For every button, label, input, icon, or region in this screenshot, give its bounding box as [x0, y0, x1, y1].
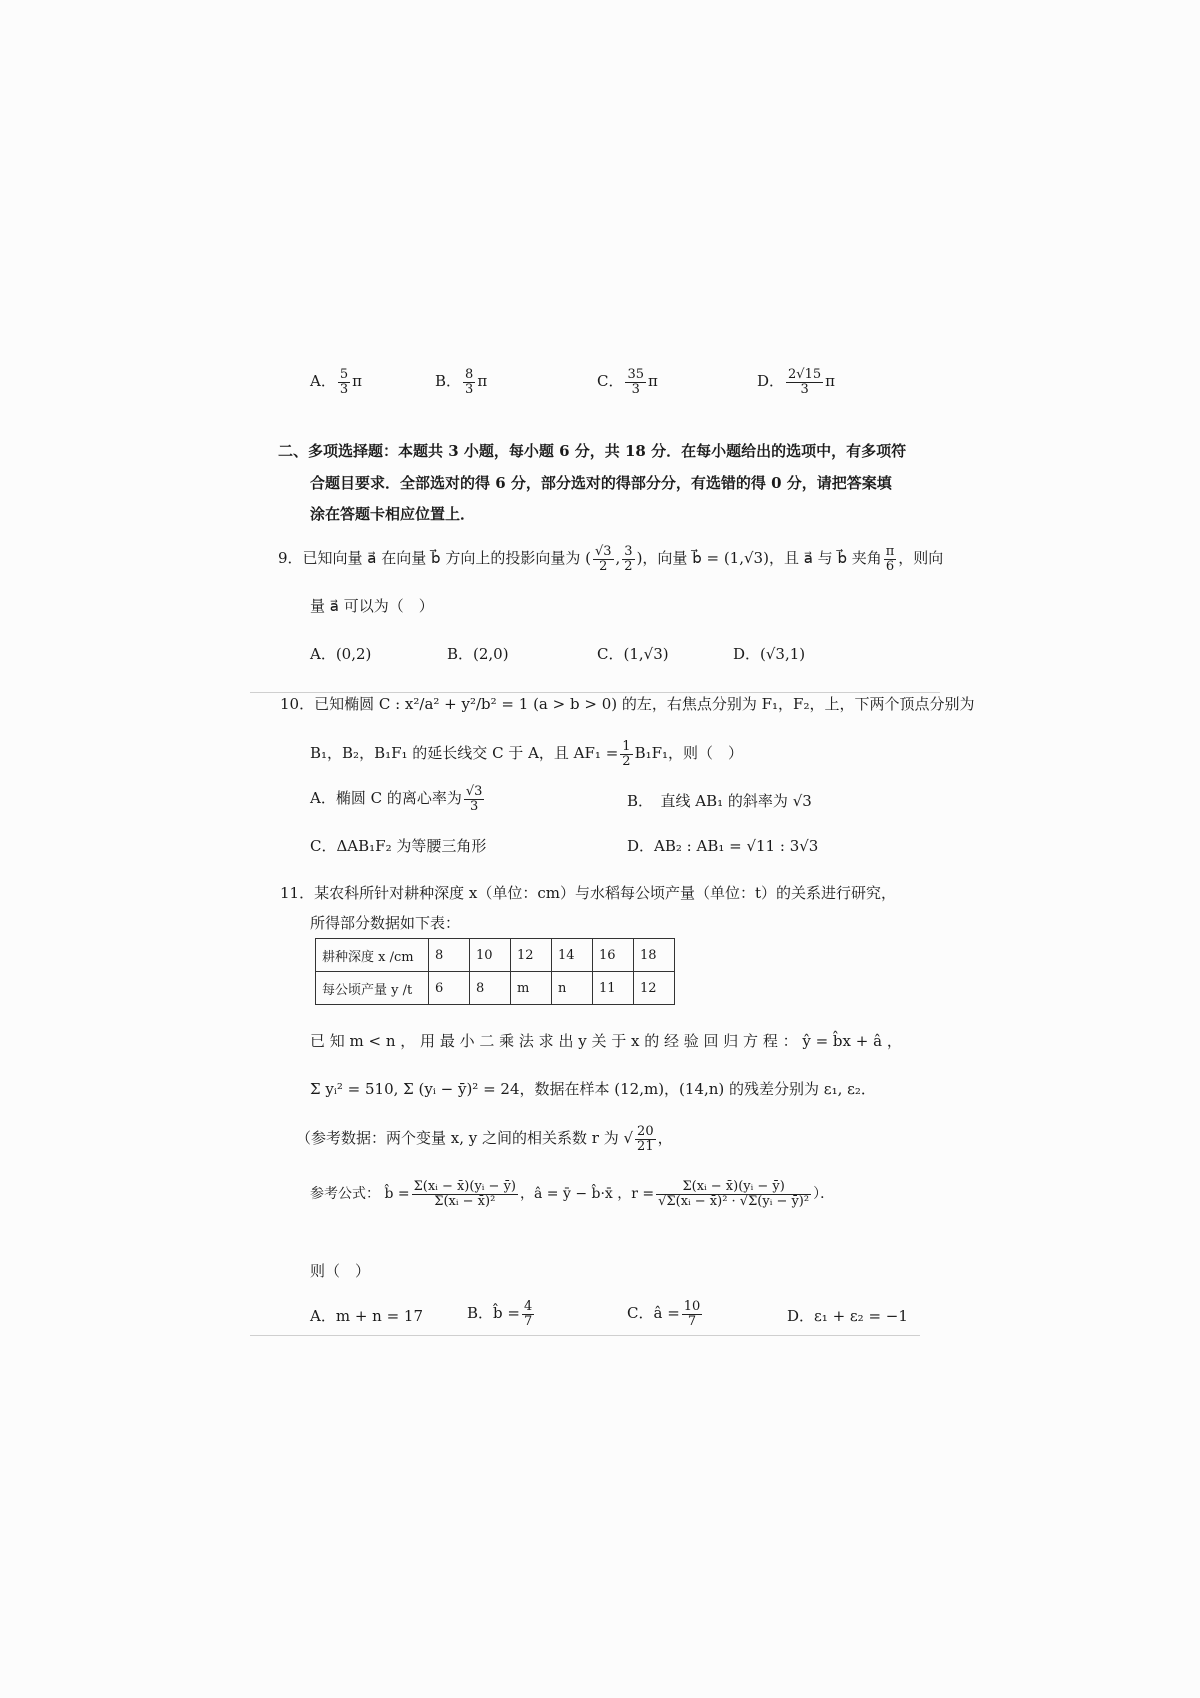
fraction: $\frac{√3}{3}$ [465, 784, 483, 814]
table-cell: m [511, 972, 552, 1005]
q8-option-a: A． $\frac{5}{3}$ π [310, 367, 362, 397]
q9-option-b: B．(2,0) [447, 645, 509, 663]
table-cell: 8 [429, 939, 470, 972]
q11-reference-data: （参考数据：两个变量 x, y 之间的相关系数 r 为 √ $\frac{20}{21}$ ， [296, 1124, 673, 1154]
q10-stem-line1: 10．已知椭圆 C : x²/a² + y²/b² = 1 (a > b > 0) 的左，右焦点分别为 F₁，F₂，上，下两个顶点分别为 [280, 695, 975, 713]
data-table [315, 938, 675, 1005]
fraction: $\frac{10}{7}$ [683, 1299, 701, 1329]
scan-bottom-line [250, 1335, 920, 1336]
q11-option-d: D．ε₁ + ε₂ = −1 [787, 1307, 908, 1325]
table-header-yield: 每公顷产量 y /t [316, 972, 429, 1005]
fraction: $\frac{4}{7}$ [523, 1299, 533, 1329]
table-cell: 12 [511, 939, 552, 972]
table-cell: 14 [552, 939, 593, 972]
q10-option-a: A．椭圆 C 的离心率为 $\frac{√3}{3}$ [310, 784, 483, 814]
q11-stem-line1: 11．某农科所针对耕种深度 x（单位：cm）与水稻每公顷产量（单位：t）的关系进行研究， [280, 884, 896, 902]
table-header-depth: 耕种深度 x /cm [316, 939, 429, 972]
table-row [316, 939, 675, 972]
fraction: $\frac{2√15}{3}$ [788, 367, 822, 397]
fraction: $\frac{1}{2}$ [622, 739, 631, 769]
table-cell: 10 [470, 939, 511, 972]
table-cell: 12 [634, 972, 675, 1005]
q11-stem-line4: Σ yᵢ² = 510, Σ (yᵢ − ȳ)² = 24，数据在样本 (12,m)，(14,n) 的残差分别为 ε₁, ε₂． [310, 1080, 876, 1098]
fraction: $\frac{5}{3}$ [339, 367, 349, 397]
q8-option-b: B． $\frac{8}{3}$ π [435, 367, 488, 397]
fraction: $\frac{8}{3}$ [465, 367, 474, 397]
table-cell: 18 [634, 939, 675, 972]
q11-option-a: A．m + n = 17 [310, 1307, 424, 1325]
fraction: $\frac{\text{Σ(xᵢ − x̄)(yᵢ − ȳ)}}{\text{Σ(xᵢ − x̄)²}}$ [413, 1179, 516, 1209]
q11-option-c: C．â = $\frac{10}{7}$ [627, 1299, 701, 1329]
fraction: $\frac{√3}{2}$ [594, 544, 612, 574]
fraction: $\frac{35}{3}$ [627, 367, 645, 397]
table-cell: 6 [429, 972, 470, 1005]
q9-option-c: C．(1,√3) [597, 645, 669, 663]
fraction: $\frac{\text{Σ(xᵢ − x̄)(yᵢ − ȳ)}}{\text{√Σ(xᵢ − x̄)² · √Σ(yᵢ − ȳ)²}}$ [658, 1179, 810, 1209]
section-heading-line2: 合题目要求．全部选对的得 6 分，部分选对的得部分分，有选错的得 0 分，请把答案填 [310, 474, 892, 492]
q9-option-d: D．(√3,1) [733, 645, 806, 663]
table-cell: n [552, 972, 593, 1005]
fraction: $\frac{20}{21}$ [637, 1124, 654, 1154]
q11-reference-formula: 参考公式： b̂ = $\frac{\text{Σ(xᵢ − x̄)(yᵢ − ȳ)}}{\text{Σ(xᵢ − x̄)²}}$ ，â = ȳ − b̂·x̄ ，r = $\frac{\text{Σ(xᵢ − x̄)(yᵢ − ȳ)}}{\text{√Σ(xᵢ − x̄)² · √Σ(yᵢ − ȳ)²}}$ ）． [310, 1179, 835, 1209]
table-cell: 8 [470, 972, 511, 1005]
q8-option-c: C． $\frac{35}{3}$ π [597, 367, 658, 397]
q11-then: 则（ ） [310, 1262, 371, 1280]
q10-option-d: D．AB₂ : AB₁ = √11 : 3√3 [627, 837, 819, 855]
q10-option-c: C．ΔAB₁F₂ 为等腰三角形 [310, 837, 487, 855]
q8-option-d: D． $\frac{2√15}{3}$ π [757, 367, 835, 397]
section-heading-line1: 二、多项选择题：本题共 3 小题，每小题 6 分，共 18 分．在每小题给出的选项中，有多项符 [278, 442, 907, 460]
q11-stem-line2: 所得部分数据如下表： [310, 914, 461, 932]
section-heading-line3: 涂在答题卡相应位置上． [310, 505, 476, 523]
table-row [316, 972, 675, 1005]
q9-option-a: A．(0,2) [310, 645, 372, 663]
fraction: $\frac{\pi}{6}$ [885, 544, 895, 574]
q10-stem-line2: B₁，B₂，B₁F₁ 的延长线交 C 于 A，且 AF₁ = $\frac{1}{2}$ B₁F₁，则（ ） [310, 739, 744, 769]
table-cell: 16 [593, 939, 634, 972]
q11-stem-line3: 已 知 m < n ， 用 最 小 二 乘 法 求 出 y 关 于 x 的 经 验 回 归 方 程 ： ŷ = b̂x + â ， [310, 1032, 902, 1050]
q10-option-b: B． 直线 AB₁ 的斜率为 √3 [627, 792, 812, 810]
q9-stem-line2: 量 a⃗ 可以为（ ） [310, 597, 434, 615]
q9-stem-line1: 9．已知向量 a⃗ 在向量 b⃗ 方向上的投影向量为 ( $\frac{√3}{2}$ , $\frac{3}{2}$ )，向量 b⃗ = (1,√3)，且 a⃗ 与 b⃗ 夹角 $\frac{\pi}{6}$ ，则向 [278, 544, 944, 574]
q11-option-b: B．b̂ = $\frac{4}{7}$ [467, 1299, 533, 1329]
table-cell: 11 [593, 972, 634, 1005]
fraction: $\frac{3}{2}$ [624, 544, 633, 574]
